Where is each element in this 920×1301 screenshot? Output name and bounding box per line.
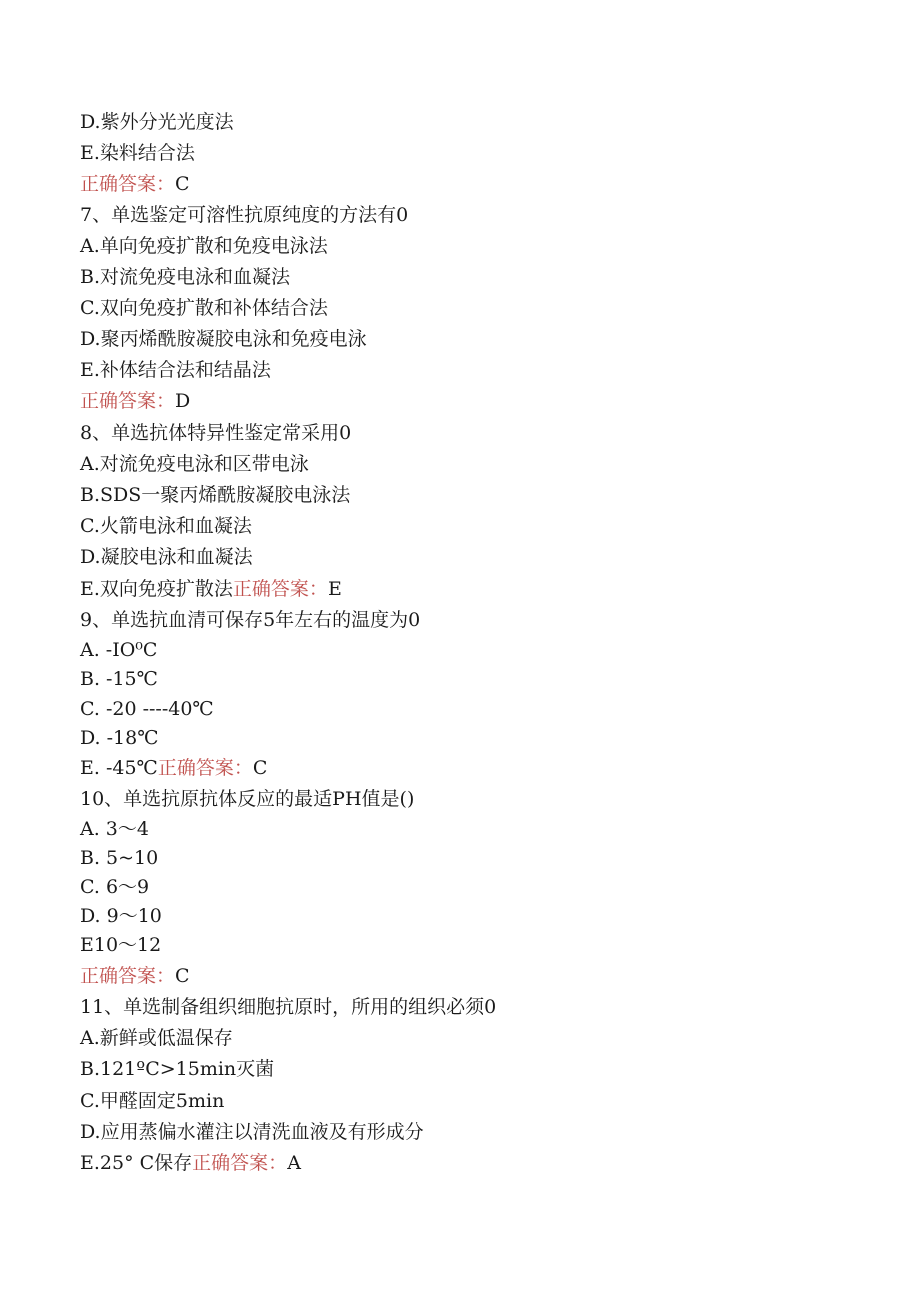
option-line: B.121ºC>15min灭菌 — [80, 1058, 275, 1080]
option-line: E.25° C保存正确答案：A — [80, 1152, 301, 1174]
answer-value: E — [327, 578, 342, 600]
option-line: C.双向免疫扩散和补体结合法 — [80, 297, 328, 319]
option-line: E.补体结合法和结晶法 — [80, 359, 271, 381]
option-line: E10～12 — [80, 934, 162, 956]
answer-label: 正确答案： — [80, 390, 176, 412]
option-line: A.新鲜或低温保存 — [80, 1027, 233, 1049]
option-line: A.单向免疫扩散和免疫电泳法 — [80, 235, 328, 257]
answer-line — [80, 172, 190, 196]
option-line: A. -IO⁰C — [80, 639, 158, 661]
option-line: E.双向免疫扩散法正确答案：E — [80, 578, 342, 600]
option-line: D.凝胶电泳和血凝法 — [80, 546, 253, 568]
option-line: D.聚丙烯酰胺凝胶电泳和免疫电泳 — [80, 328, 367, 350]
answer-value: C — [175, 965, 190, 987]
option-line: D. -18℃ — [80, 727, 159, 749]
answer-label: 正确答案： — [80, 965, 176, 987]
question-line: 11、单选制备组织细胞抗原时，所用的组织必须0 — [80, 996, 497, 1018]
option-line: B. 5~10 — [80, 847, 159, 869]
answer-label: 正确答案： — [232, 578, 328, 600]
option-line: D. 9～10 — [80, 905, 162, 927]
option-line: E. -45℃正确答案：C — [80, 757, 268, 779]
answer-label: 正确答案： — [80, 173, 176, 195]
question-line: 7、单选鉴定可溶性抗原纯度的方法有0 — [80, 204, 409, 226]
option-line: C. 6～9 — [80, 876, 150, 898]
option-line: B. -15℃ — [80, 668, 158, 690]
answer-line — [80, 389, 190, 413]
option-line: E.染料结合法 — [80, 142, 195, 164]
answer-value: D — [175, 390, 191, 412]
option-line: D.应用蒸偏水灌注以清洗血液及有形成分 — [80, 1121, 424, 1143]
option-line: C. -20 ----40℃ — [80, 698, 214, 720]
question-line: 8、单选抗体特异性鉴定常采用0 — [80, 422, 352, 444]
answer-value: C — [175, 173, 190, 195]
option-line: A.对流免疫电泳和区带电泳 — [80, 453, 309, 475]
answer-label: 正确答案： — [157, 757, 253, 779]
option-line: B.对流免疫电泳和血凝法 — [80, 266, 291, 288]
answer-label: 正确答案： — [192, 1152, 288, 1174]
question-line: 10、单选抗原抗体反应的最适PH值是() — [80, 788, 415, 810]
option-line: C.火箭电泳和血凝法 — [80, 515, 252, 537]
option-line: B.SDS一聚丙烯酰胺凝胶电泳法 — [80, 484, 351, 506]
option-line: A. 3～4 — [80, 818, 149, 840]
answer-value: A — [287, 1152, 301, 1174]
option-line: D.紫外分光光度法 — [80, 111, 234, 133]
question-line: 9、单选抗血清可保存5年左右的温度为0 — [80, 609, 421, 631]
answer-value: C — [252, 757, 268, 779]
answer-line — [80, 964, 190, 988]
option-line: C.甲醛固定5min — [80, 1090, 225, 1112]
